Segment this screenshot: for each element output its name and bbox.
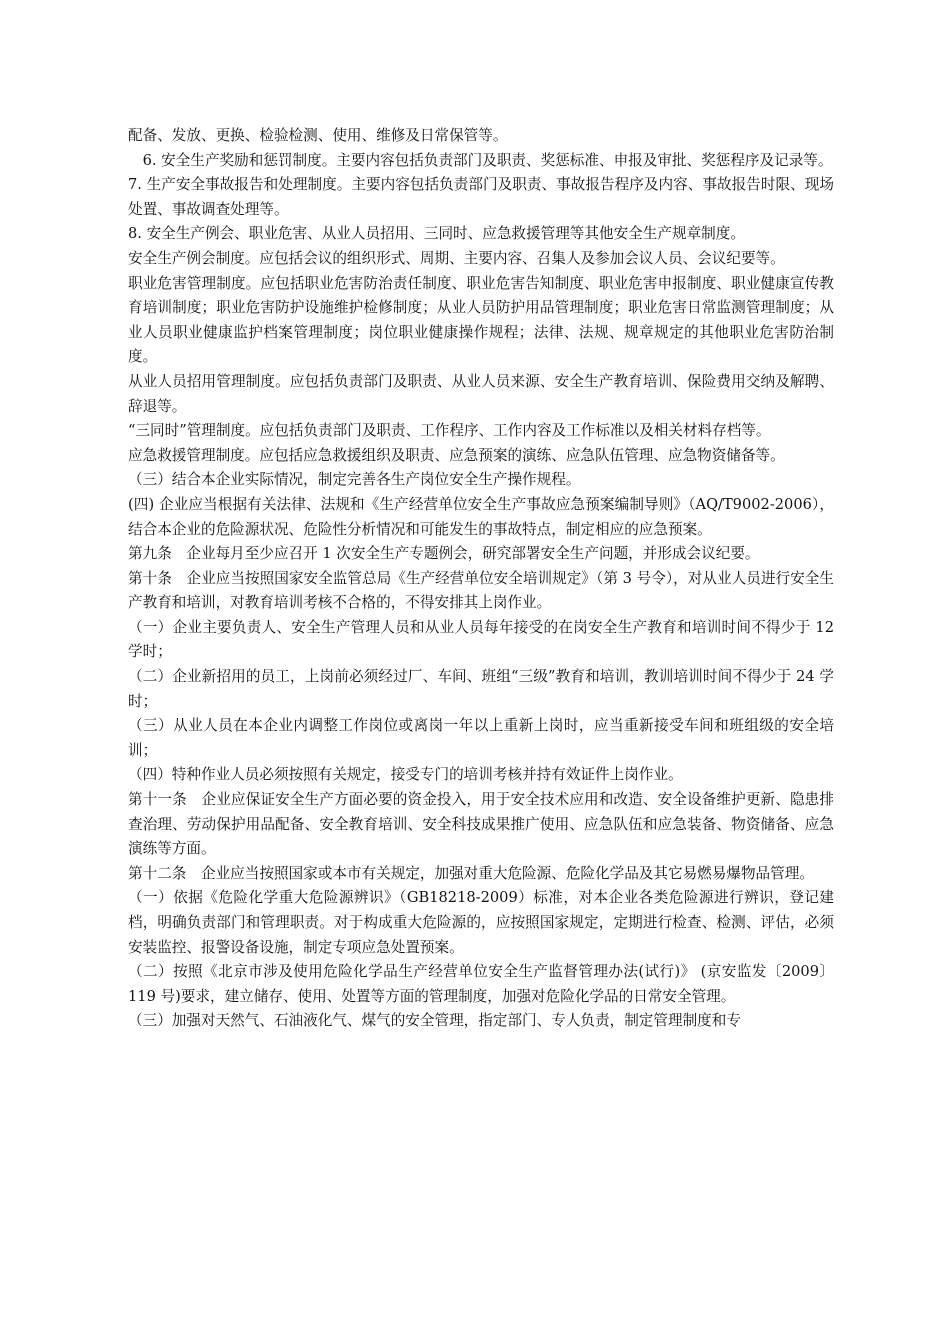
- document-body: [128, 124, 834, 1034]
- paragraph-occupational-hazard: 职业危害管理制度。应包括职业危害防治责任制度、职业危害告知制度、职业危害申报制度、职业健康宣传教育培训制度；职业危害防护设施维护检修制度；从业人员防护用品管理制度；职业危害日常监测管理制度；从业人员职业健康监护档案管理制度；岗位职业健康操作规程；法律、法规、规章规定的其他职业危害防治制度。: [128, 274, 834, 366]
- paragraph-meeting-rules: 安全生产例会制度。应包括会议的组织形式、周期、主要内容、召集人及参加会议人员、会议纪要等。: [128, 249, 785, 267]
- paragraph-ppe-continued: 配备、发放、更换、检验检测、使用、维修及日常保管等。: [128, 127, 508, 144]
- paragraph-item-8-other-rules: 8. 安全生产例会、职业危害、从业人员招用、三同时、应急救援管理等其他安全生产规章制度。: [128, 225, 745, 243]
- paragraph-section-4-emergency-plan: (四) 企业应当根据有关法律、法规和《生产经营单位安全生产事故应急预案编制导则》（AQ/T9002-2006），结合本企业的危险源状况、危险性分析情况和可能发生的事故特点，制定相应的应急预案。: [128, 495, 834, 538]
- paragraph-three-simultaneous: “三同时”管理制度。应包括负责部门及职责、工作程序、工作内容及工作标准以及相关材料存档等。: [128, 422, 771, 440]
- paragraph-section-3-operating-rules: （三）结合本企业实际情况，制定完善各生产岗位安全生产操作规程。: [128, 471, 581, 489]
- paragraph-article-12-item-1: （一）依据《危险化学重大危险源辨识》（GB18218-2009）标准，对本企业各类危险源进行辨识，登记建档，明确负责部门和管理职责。对于构成重大危险源的，应按照国家规定，定期进行检查、检测、评估，必须安装监控、报警设备设施，制定专项应急处置预案。: [128, 889, 834, 956]
- paragraph-emergency-rescue: 应急救援管理制度。应包括应急救援组织及职责、应急预案的演练、应急队伍管理、应急物资储备等。: [128, 446, 785, 464]
- paragraph-article-10-item-2: （二）企业新招用的员工，上岗前必须经过厂、车间、班组“三级”教育和培训，教训培训时间不得少于 24 学时；: [128, 668, 834, 710]
- paragraph-article-12: 第十二条 企业应当按照国家或本市有关规定，加强对重大危险源、危险化学品及其它易燃易爆物品管理。: [128, 864, 814, 882]
- paragraph-article-11: 第十一条 企业应保证安全生产方面必要的资金投入，用于安全技术应用和改造、安全设备维护更新、隐患排查治理、劳动保护用品配备、安全教育培训、安全科技成果推广使用、应急队伍和应急装备、物资储备、应急演练等方面。: [128, 791, 834, 858]
- paragraph-article-12-item-2: （二）按照《北京市涉及使用危险化学品生产经营单位安全生产监督管理办法(试行)》 (京安监发〔2009〕119 号)要求，建立储存、使用、处置等方面的管理制度，加强对危险化学品的日常安全管理。: [128, 963, 834, 1005]
- paragraph-article-12-item-3: （三）加强对天然气、石油液化气、煤气的安全管理，指定部门、专人负责，制定管理制度和专: [128, 1012, 741, 1030]
- paragraph-article-10-item-3: （三）从业人员在本企业内调整工作岗位或离岗一年以上重新上岗时，应当重新接受车间和班组级的安全培训；: [128, 717, 834, 759]
- paragraph-article-9: 第九条 企业每月至少应召开 1 次安全生产专题例会，研究部署安全生产问题，并形成会议纪要。: [128, 545, 760, 563]
- paragraph-item-6-reward-penalty: 6. 安全生产奖励和惩罚制度。主要内容包括负责部门及职责、奖惩标准、申报及审批、奖惩程序及记录等。: [142, 151, 833, 169]
- paragraph-item-7-accident-report: 7. 生产安全事故报告和处理制度。主要内容包括负责部门及职责、事故报告程序及内容、事故报告时限、现场处置、事故调查处理等。: [128, 176, 834, 218]
- paragraph-recruitment: 从业人员招用管理制度。应包括负责部门及职责、从业人员来源、安全生产教育培训、保险费用交纳及解聘、辞退等。: [128, 372, 834, 415]
- paragraph-article-10-item-4: （四）特种作业人员必须按照有关规定，接受专门的培训考核并持有效证件上岗作业。: [128, 766, 683, 784]
- paragraph-article-10: 第十条 企业应当按照国家安全监管总局《生产经营单位安全培训规定》（第 3 号令），对从业人员进行安全生产教育和培训，对教育培训考核不合格的，不得安排其上岗作业。: [128, 569, 834, 612]
- paragraph-article-10-item-1: （一）企业主要负责人、安全生产管理人员和从业人员每年接受的在岗安全生产教育和培训时间不得少于 12 学时；: [128, 618, 834, 661]
